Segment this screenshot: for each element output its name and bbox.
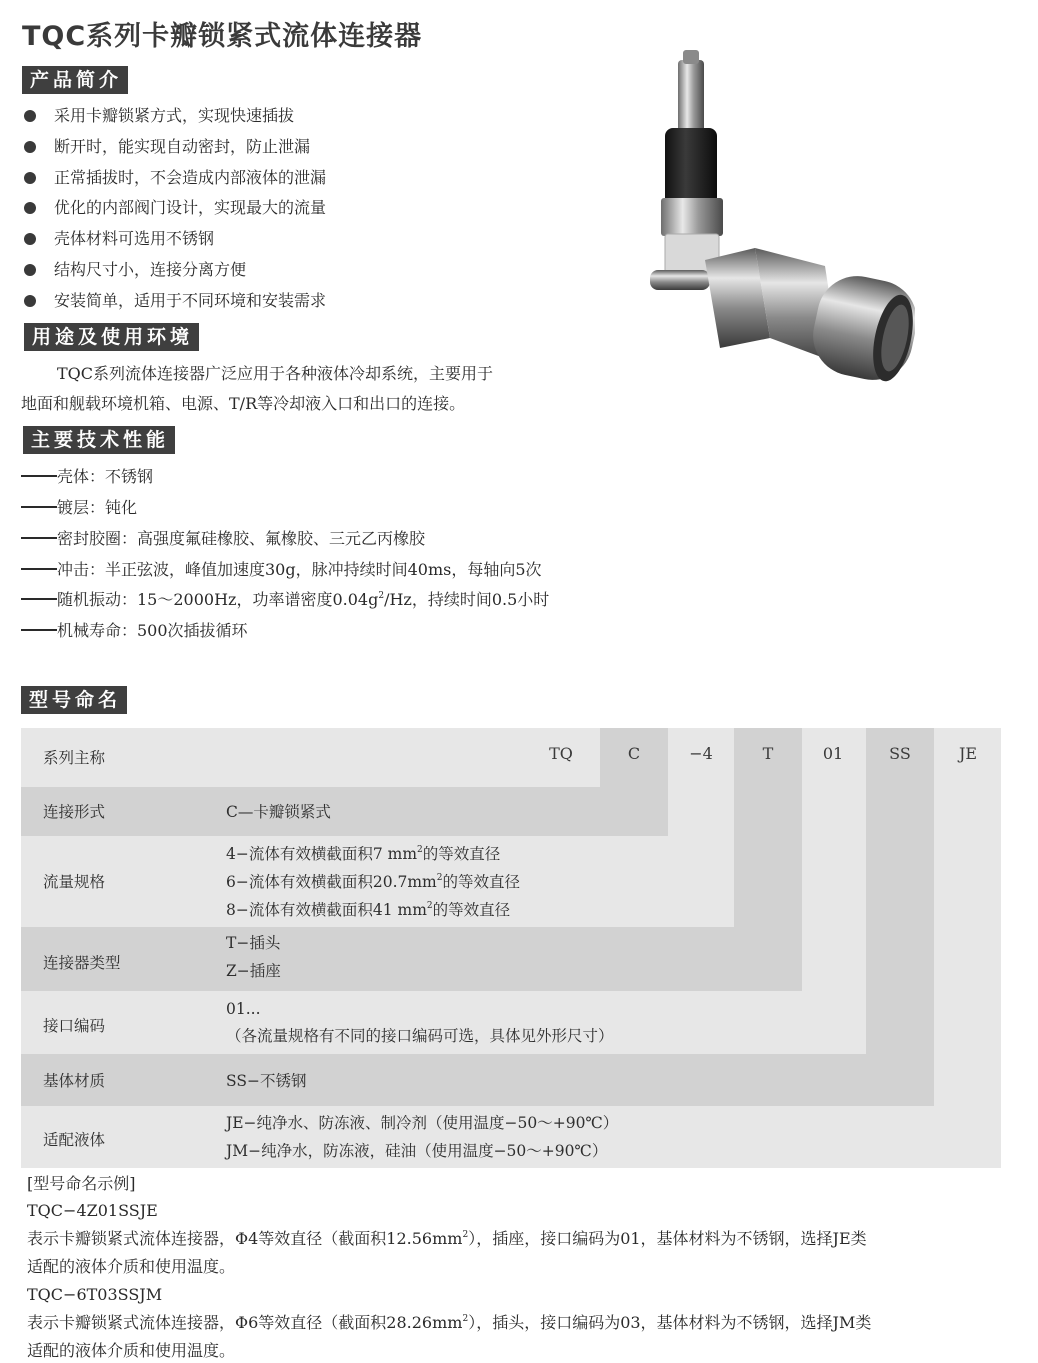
example-description-line2: 适配的液体介质和使用温度。 bbox=[27, 1341, 236, 1360]
page-title: TQC系列卡瓣锁紧式流体连接器 bbox=[22, 21, 423, 52]
table-row-connector-type bbox=[21, 927, 802, 991]
row-label: 流量规格 bbox=[43, 873, 106, 891]
row-value: （各流量规格有不同的接口编码可选，具体见外形尺寸） bbox=[226, 1027, 614, 1045]
connector-photo-icon bbox=[645, 48, 915, 403]
usage-text-line1: TQC系列流体连接器广泛应用于各种液体冷却系统，主要用于 bbox=[57, 364, 494, 383]
row-value: T−插头 bbox=[226, 934, 281, 952]
feature-item: 结构尺寸小，连接分离方便 bbox=[24, 260, 246, 280]
spec-item: 壳体：不锈钢 bbox=[21, 467, 153, 487]
section-heading-intro: 产品简介 bbox=[22, 66, 128, 94]
code-material: SS bbox=[889, 744, 911, 763]
table-row-material bbox=[21, 1054, 934, 1106]
code-column-ss bbox=[866, 728, 934, 1106]
bullet-icon bbox=[24, 110, 36, 122]
spec-item: 机械寿命：500次插拔循环 bbox=[21, 621, 248, 641]
code-type: T bbox=[762, 744, 774, 763]
example-code: TQC−6T03SSJM bbox=[27, 1285, 163, 1304]
example-description-line2: 适配的液体介质和使用温度。 bbox=[27, 1257, 236, 1276]
feature-item: 采用卡瓣锁紧方式，实现快速插拔 bbox=[24, 106, 294, 126]
section-heading-naming: 型号命名 bbox=[21, 686, 127, 714]
section-heading-usage: 用途及使用环境 bbox=[24, 323, 199, 351]
code-flow: −4 bbox=[689, 744, 713, 763]
code-fluid: JE bbox=[958, 744, 978, 763]
row-value: 8−流体有效横截面积41 $mm^2$的等效直径 bbox=[226, 901, 511, 919]
feature-item: 安装简单，适用于不同环境和安装需求 bbox=[24, 291, 326, 311]
row-value: JE−纯净水、防冻液、制冷剂（使用温度−50～+90℃） bbox=[226, 1114, 619, 1132]
bullet-icon bbox=[24, 141, 36, 153]
row-value: 01... bbox=[226, 1000, 261, 1018]
row-label: 接口编码 bbox=[43, 1017, 106, 1035]
feature-item: 断开时，能实现自动密封，防止泄漏 bbox=[24, 137, 310, 157]
bullet-icon bbox=[24, 172, 36, 184]
feature-item: 优化的内部阀门设计，实现最大的流量 bbox=[24, 198, 326, 218]
code-interface: 01 bbox=[822, 744, 844, 763]
bullet-icon bbox=[24, 202, 36, 214]
row-label: 系列主称 bbox=[43, 749, 106, 767]
example-code: TQC−4Z01SSJE bbox=[27, 1201, 158, 1220]
usage-text-line2: 地面和舰载环境机箱、电源、T/R等冷却液入口和出口的连接。 bbox=[21, 394, 466, 413]
row-value: JM−纯净水，防冻液，硅油（使用温度−50～+90℃） bbox=[226, 1142, 608, 1160]
product-photo bbox=[645, 48, 915, 403]
row-value: 4−流体有效横截面积7 $mm^2$的等效直径 bbox=[226, 845, 501, 863]
dash-icon bbox=[21, 537, 57, 539]
row-label: 基体材质 bbox=[43, 1072, 106, 1090]
bullet-icon bbox=[24, 295, 36, 307]
code-c: C bbox=[627, 744, 641, 763]
row-label: 连接器类型 bbox=[43, 954, 121, 972]
code-tq: TQ bbox=[549, 744, 573, 763]
row-value: Z−插座 bbox=[226, 962, 281, 980]
row-value: 6−流体有效横截面积$20.7mm^2$的等效直径 bbox=[226, 873, 521, 891]
spec-item: 随机振动：15～2000Hz，功率谱密度$0.04g^2/Hz$，持续时间0.5小时 bbox=[21, 590, 549, 610]
dash-icon bbox=[21, 506, 57, 508]
dash-icon bbox=[21, 598, 57, 600]
row-value: SS−不锈钢 bbox=[226, 1072, 307, 1090]
example-description: 表示卡瓣锁紧式流体连接器，Φ6等效直径（截面积$28.26mm^2$），插头，接口编码为03，基体材料为不锈钢，选择JM类 bbox=[27, 1313, 872, 1332]
row-value: C—卡瓣锁紧式 bbox=[226, 803, 331, 821]
bullet-icon bbox=[24, 264, 36, 276]
example-description: 表示卡瓣锁紧式流体连接器，Φ4等效直径（截面积$12.56mm^2$），插座，接口编码为01，基体材料为不锈钢，选择JE类 bbox=[27, 1229, 867, 1248]
examples-heading: [型号命名示例] bbox=[27, 1174, 136, 1193]
section-heading-specs: 主要技术性能 bbox=[23, 426, 175, 454]
feature-item: 正常插拔时，不会造成内部液体的泄漏 bbox=[24, 168, 326, 188]
dash-icon bbox=[21, 475, 57, 477]
table-row-connection-form bbox=[21, 787, 668, 836]
bullet-icon bbox=[24, 233, 36, 245]
row-label: 连接形式 bbox=[43, 803, 106, 821]
dash-icon bbox=[21, 629, 57, 631]
dash-icon bbox=[21, 568, 57, 570]
spec-item: 镀层：钝化 bbox=[21, 498, 137, 518]
spec-item: 密封胶圈：高强度氟硅橡胶、氟橡胶、三元乙丙橡胶 bbox=[21, 529, 425, 549]
spec-item: 冲击：半正弦波，峰值加速度30g，脉冲持续时间40ms，每轴向5次 bbox=[21, 560, 542, 580]
row-label: 适配液体 bbox=[43, 1131, 106, 1149]
feature-item: 壳体材料可选用不锈钢 bbox=[24, 229, 214, 249]
